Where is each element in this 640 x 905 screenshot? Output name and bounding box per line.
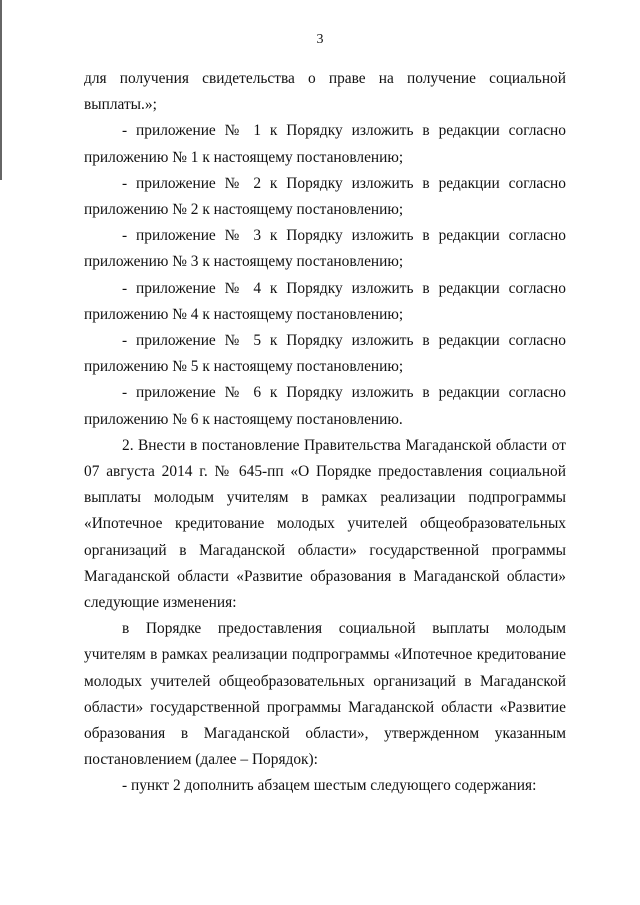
paragraph-point-2: - пункт 2 дополнить абзацем шестым следующего содержания: — [122, 777, 537, 795]
list-item-appendix-6: - приложение № 6 к Порядку изложить в редакции согласно приложению № 6 к настоящему постановлению. — [84, 384, 566, 428]
page-number: 3 — [316, 32, 324, 47]
list-item-appendix-1: - приложение № 1 к Порядку изложить в редакции согласно приложению № 1 к настоящему постановлению; — [84, 122, 566, 166]
list-item-appendix-2: - приложение № 2 к Порядку изложить в редакции согласно приложению № 2 к настоящему постановлению; — [84, 174, 566, 219]
paragraph-procedure-changes: в Порядке предоставления социальной выплаты молодым учителям в рамках реализации подпрограммы «Ипотечное кредитование молодых учителей общеобразовательных организаций в Магаданской области» государственной программы Магаданской области «Развитие образования в Магаданской области», утвержденном указанным постановлением (далее – Порядок): — [84, 620, 566, 769]
list-item-appendix-5: - приложение № 5 к Порядку изложить в редакции согласно приложению № 5 к настоящему постановлению; — [84, 332, 566, 376]
document-body — [84, 66, 566, 800]
list-item-appendix-3: - приложение № 3 к Порядку изложить в редакции согласно приложению № 3 к настоящему постановлению; — [84, 227, 566, 271]
scan-edge-mark — [0, 0, 2, 180]
list-item-appendix-4: - приложение № 4 к Порядку изложить в редакции согласно приложению № 4 к настоящему постановлению; — [84, 279, 566, 323]
paragraph-continuation: для получения свидетельства о праве на получение социальной выплаты.»; — [84, 70, 566, 114]
paragraph-item-2: 2. Внести в постановление Правительства Магаданской области от 07 августа 2014 г. № 645-пп «О Порядке предоставления социальной выплаты молодым учителям в рамках реализации подпрограммы «Ипотечное кредитование молодых учителей общеобразовательных организаций в Магаданской области» государственной программы Магаданской области «Развитие образования в Магаданской области» следующие изменения: — [84, 436, 566, 612]
